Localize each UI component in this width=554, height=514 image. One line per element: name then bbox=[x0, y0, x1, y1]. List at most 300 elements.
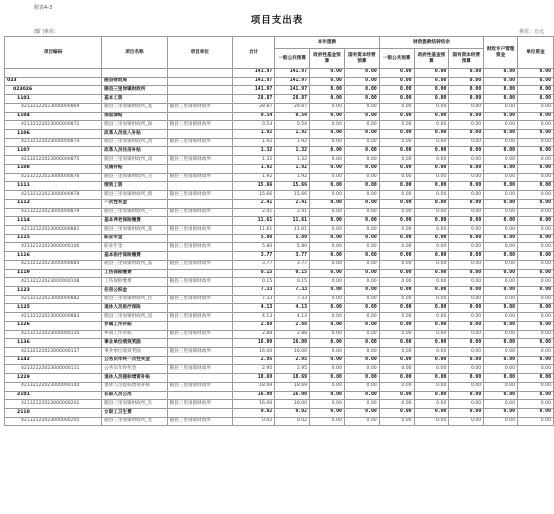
cell-amount: 0.00 bbox=[414, 374, 449, 383]
cell-amount: 0.00 bbox=[414, 69, 449, 78]
cell-name: 职业年金 bbox=[102, 234, 167, 243]
cell-amount: 0.00 bbox=[344, 234, 379, 243]
cell-amount: 0.00 bbox=[344, 382, 379, 391]
cell-amount: 0.00 bbox=[518, 243, 554, 252]
cell-amount: 0.00 bbox=[344, 374, 379, 383]
cell-amount: 0.00 bbox=[414, 191, 449, 200]
cell-amount: 0.00 bbox=[379, 112, 414, 121]
cell-name: 基本医疗保险缴费 bbox=[102, 252, 167, 261]
table-row bbox=[5, 321, 554, 330]
cell-amount: 0.00 bbox=[449, 243, 484, 252]
cell-amount: 0.00 bbox=[344, 243, 379, 252]
cell-amount: 0.00 bbox=[484, 191, 518, 200]
cell-amount: 0.00 bbox=[379, 269, 414, 278]
cell-amount: 1.92 bbox=[233, 138, 275, 147]
cell-amount: 0.00 bbox=[344, 260, 379, 269]
cell-amount: 0.00 bbox=[518, 234, 554, 243]
cell-unit bbox=[167, 217, 232, 226]
cell-amount: 0.00 bbox=[379, 295, 414, 304]
cell-amount: 0.00 bbox=[379, 391, 414, 400]
cell-amount: 0.00 bbox=[310, 260, 345, 269]
cell-amount: 1.92 bbox=[233, 173, 275, 182]
cell-amount: 0.00 bbox=[414, 278, 449, 287]
cell-code: 42132122023000000874 bbox=[5, 138, 102, 147]
cell-amount: 0.00 bbox=[379, 182, 414, 191]
cell-amount: 0.00 bbox=[484, 252, 518, 261]
cell-amount: 0.00 bbox=[518, 321, 554, 330]
cell-name: 改革人员住房补贴 bbox=[102, 147, 167, 156]
cell-amount: 0.00 bbox=[310, 295, 345, 304]
cell-amount: 0.00 bbox=[449, 147, 484, 156]
cell-amount: 18.69 bbox=[233, 374, 275, 383]
cell-amount: 0.00 bbox=[484, 321, 518, 330]
table-row bbox=[5, 252, 554, 261]
cell-amount: 5.80 bbox=[233, 234, 275, 243]
cell-amount: 0.00 bbox=[310, 173, 345, 182]
cell-unit bbox=[167, 112, 232, 121]
cell-amount: 0.00 bbox=[379, 191, 414, 200]
cell-amount: 0.00 bbox=[379, 243, 414, 252]
cell-name: 退休人员提标增资补贴 bbox=[102, 382, 167, 391]
cell-amount: 0.00 bbox=[310, 217, 345, 226]
cell-amount: 0.00 bbox=[310, 330, 345, 339]
cell-amount: 0.00 bbox=[344, 86, 379, 95]
cell-amount: 0.00 bbox=[449, 330, 484, 339]
cell-code: 1116 bbox=[5, 252, 102, 261]
cell-amount: 0.00 bbox=[344, 304, 379, 313]
cell-amount: 0.00 bbox=[484, 409, 518, 418]
cell-amount: 1.92 bbox=[275, 138, 310, 147]
cell-code: 023026 bbox=[5, 86, 102, 95]
cell-name: 随县三里岗镇财政所_在 bbox=[102, 400, 167, 409]
cell-amount: 0.00 bbox=[449, 348, 484, 357]
cell-amount: 0.00 bbox=[484, 374, 518, 383]
cell-amount: 0.02 bbox=[233, 417, 275, 426]
cell-unit: 随县三里岗镇财政所 bbox=[167, 103, 232, 112]
cell-amount: 11.61 bbox=[275, 225, 310, 234]
table-row bbox=[5, 191, 554, 200]
cell-amount: 15.66 bbox=[275, 182, 310, 191]
cell-amount: 0.15 bbox=[275, 269, 310, 278]
cell-code: 42132122023000000135 bbox=[5, 330, 102, 339]
cell-code: 1111 bbox=[5, 182, 102, 191]
cell-amount: 0.00 bbox=[344, 278, 379, 287]
cell-amount: 0.00 bbox=[484, 400, 518, 409]
cell-amount: 0.00 bbox=[344, 252, 379, 261]
table-row bbox=[5, 156, 554, 165]
cell-code: 1115 bbox=[5, 234, 102, 243]
cell-amount: 0.00 bbox=[344, 156, 379, 165]
cell-code: 42132122023000000878 bbox=[5, 191, 102, 200]
cell-amount: 0.02 bbox=[275, 409, 310, 418]
cell-amount: 0.00 bbox=[379, 156, 414, 165]
col-header-state-cap-transfer: 国有资本经营预算 bbox=[449, 49, 484, 69]
cell-amount: 0.00 bbox=[310, 121, 345, 130]
cell-amount: 0.54 bbox=[233, 121, 275, 130]
cell-unit: 随县三里岗镇财政所 bbox=[167, 191, 232, 200]
cell-amount: 0.00 bbox=[518, 339, 554, 348]
table-row bbox=[5, 365, 554, 374]
cell-name: 乡镇工作补贴 bbox=[102, 321, 167, 330]
cell-amount: 0.00 bbox=[518, 95, 554, 104]
cell-amount: 0.00 bbox=[344, 225, 379, 234]
cell-code: 42132122023000000144 bbox=[5, 382, 102, 391]
cell-amount: 0.00 bbox=[414, 103, 449, 112]
col-header-total: 合计 bbox=[233, 37, 275, 69]
cell-amount: 28.87 bbox=[275, 103, 310, 112]
table-row bbox=[5, 138, 554, 147]
cell-amount: 0.00 bbox=[449, 182, 484, 191]
cell-amount: 0.00 bbox=[310, 208, 345, 217]
cell-amount: 0.00 bbox=[484, 95, 518, 104]
col-header-transfer: 财政拨款结转结余 bbox=[379, 37, 483, 49]
cell-amount: 0.00 bbox=[484, 147, 518, 156]
cell-amount: 0.54 bbox=[275, 112, 310, 121]
cell-amount: 2.88 bbox=[233, 330, 275, 339]
cell-code: 1112 bbox=[5, 199, 102, 208]
cell-amount: 0.00 bbox=[414, 199, 449, 208]
cell-amount: 0.00 bbox=[414, 356, 449, 365]
cell-unit: 随县三里岗镇财政所 bbox=[167, 121, 232, 130]
cell-amount: 0.00 bbox=[484, 173, 518, 182]
cell-amount: 0.00 bbox=[379, 147, 414, 156]
cell-amount: 7.33 bbox=[275, 295, 310, 304]
cell-unit bbox=[167, 164, 232, 173]
cell-amount: 1.92 bbox=[233, 130, 275, 139]
cell-amount: 0.00 bbox=[344, 417, 379, 426]
cell-name: 随县三里岗镇财政所_绩 bbox=[102, 191, 167, 200]
cell-name: 随县三里岗镇财政所_退 bbox=[102, 313, 167, 322]
cell-amount: 0.00 bbox=[449, 356, 484, 365]
cell-unit bbox=[167, 374, 232, 383]
cell-code: 2110 bbox=[5, 409, 102, 418]
cell-unit bbox=[167, 304, 232, 313]
cell-unit bbox=[167, 86, 232, 95]
cell-amount: 0.00 bbox=[449, 130, 484, 139]
table-row bbox=[5, 164, 554, 173]
cell-amount: 0.00 bbox=[518, 260, 554, 269]
cell-amount: 0.00 bbox=[379, 321, 414, 330]
cell-amount: 0.00 bbox=[310, 86, 345, 95]
cell-amount: 2.41 bbox=[275, 199, 310, 208]
cell-amount: 16.00 bbox=[275, 400, 310, 409]
cell-amount: 0.00 bbox=[518, 164, 554, 173]
cell-name: 住房公积金 bbox=[102, 286, 167, 295]
cell-amount: 0.00 bbox=[518, 313, 554, 322]
table-row bbox=[5, 112, 554, 121]
cell-amount: 0.00 bbox=[414, 225, 449, 234]
cell-code: 42132122023000000106 bbox=[5, 243, 102, 252]
cell-name: 事业单位绩效奖励 bbox=[102, 348, 167, 357]
cell-amount: 0.02 bbox=[275, 417, 310, 426]
cell-name: 随县三里岗镇财政所_改 bbox=[102, 138, 167, 147]
cell-amount: 0.00 bbox=[310, 199, 345, 208]
cell-amount: 4.13 bbox=[275, 304, 310, 313]
table-row bbox=[5, 86, 554, 95]
cell-amount: 0.00 bbox=[310, 382, 345, 391]
col-header-gen-budget: 一般公共预算 bbox=[275, 49, 310, 69]
cell-amount: 1.92 bbox=[275, 164, 310, 173]
cell-amount: 0.00 bbox=[379, 138, 414, 147]
cell-amount: 0.00 bbox=[518, 225, 554, 234]
cell-unit bbox=[167, 269, 232, 278]
col-header-gov-fund: 政府性基金预算 bbox=[310, 49, 345, 69]
cell-amount: 0.00 bbox=[484, 356, 518, 365]
cell-unit: 随县三里岗镇财政所 bbox=[167, 400, 232, 409]
cell-amount: 0.00 bbox=[449, 191, 484, 200]
cell-amount: 0.00 bbox=[518, 304, 554, 313]
table-row bbox=[5, 382, 554, 391]
cell-amount: 0.00 bbox=[484, 217, 518, 226]
cell-amount: 0.00 bbox=[414, 156, 449, 165]
cell-amount: 0.00 bbox=[379, 121, 414, 130]
cell-name: 随县三里岗镇财政所_保 bbox=[102, 121, 167, 130]
cell-amount: 1.32 bbox=[275, 156, 310, 165]
cell-name: 随县三里岗镇财政所 bbox=[102, 86, 167, 95]
cell-amount: 0.00 bbox=[518, 278, 554, 287]
cell-amount: 0.00 bbox=[344, 356, 379, 365]
cell-amount: 0.00 bbox=[310, 339, 345, 348]
cell-unit: 随县三里岗镇财政所 bbox=[167, 260, 232, 269]
cell-amount: 0.00 bbox=[449, 95, 484, 104]
cell-amount: 0.00 bbox=[379, 103, 414, 112]
cell-amount: 0.00 bbox=[484, 313, 518, 322]
cell-amount: 0.00 bbox=[518, 400, 554, 409]
cell-amount: 0.15 bbox=[233, 278, 275, 287]
cell-amount: 0.00 bbox=[449, 217, 484, 226]
cell-amount: 0.00 bbox=[449, 121, 484, 130]
cell-name: 随县三里岗镇财政所_一 bbox=[102, 208, 167, 217]
cell-name: 随县三里岗镇财政所_住 bbox=[102, 295, 167, 304]
cell-amount: 0.00 bbox=[414, 365, 449, 374]
table-row bbox=[5, 208, 554, 217]
cell-unit: 随县三里岗镇财政所 bbox=[167, 330, 232, 339]
cell-amount: 0.00 bbox=[379, 252, 414, 261]
cell-amount: 0.00 bbox=[518, 286, 554, 295]
cell-amount: 18.69 bbox=[275, 382, 310, 391]
cell-amount: 0.00 bbox=[414, 417, 449, 426]
cell-unit bbox=[167, 252, 232, 261]
cell-amount: 2.88 bbox=[233, 321, 275, 330]
cell-amount: 0.00 bbox=[414, 304, 449, 313]
cell-amount: 28.87 bbox=[233, 103, 275, 112]
cell-amount: 11.61 bbox=[233, 225, 275, 234]
cell-unit bbox=[167, 391, 232, 400]
cell-amount: 0.00 bbox=[344, 173, 379, 182]
cell-unit: 随县三里岗镇财政所 bbox=[167, 365, 232, 374]
cell-amount: 0.00 bbox=[518, 121, 554, 130]
cell-code: 1123 bbox=[5, 286, 102, 295]
cell-amount: 0.00 bbox=[414, 252, 449, 261]
cell-amount: 0.00 bbox=[310, 313, 345, 322]
cell-amount: 0.00 bbox=[344, 77, 379, 86]
page-title: 项目支出表 bbox=[250, 15, 304, 26]
cell-name: 随县三里岗镇财政所_女 bbox=[102, 417, 167, 426]
cell-amount: 0.54 bbox=[275, 121, 310, 130]
cell-unit bbox=[167, 77, 232, 86]
cell-amount: 0.00 bbox=[379, 348, 414, 357]
cell-amount: 0.00 bbox=[484, 138, 518, 147]
cell-name: 退休人员提标增资补贴 bbox=[102, 374, 167, 383]
corner-note: 附表4-3 bbox=[34, 5, 53, 11]
col-header-gov-fund-transfer: 政府性基金预算 bbox=[414, 49, 449, 69]
cell-amount: 0.00 bbox=[414, 77, 449, 86]
cell-unit: 随县三里岗镇财政所 bbox=[167, 348, 232, 357]
cell-amount: 2.88 bbox=[275, 330, 310, 339]
cell-amount: 7.33 bbox=[233, 286, 275, 295]
cell-unit bbox=[167, 339, 232, 348]
cell-amount: 0.00 bbox=[484, 391, 518, 400]
cell-amount: 0.00 bbox=[414, 121, 449, 130]
table-row bbox=[5, 391, 554, 400]
cell-amount: 0.00 bbox=[449, 269, 484, 278]
cell-unit: 随县三里岗镇财政所 bbox=[167, 417, 232, 426]
cell-amount: 2.95 bbox=[275, 365, 310, 374]
cell-amount: 0.00 bbox=[379, 356, 414, 365]
cell-amount: 0.00 bbox=[379, 304, 414, 313]
cell-amount: 0.00 bbox=[379, 286, 414, 295]
cell-amount: 0.00 bbox=[449, 391, 484, 400]
cell-amount: 0.00 bbox=[518, 147, 554, 156]
cell-amount: 0.00 bbox=[344, 339, 379, 348]
cell-amount: 0.00 bbox=[449, 313, 484, 322]
cell-unit: 随县三里岗镇财政所 bbox=[167, 138, 232, 147]
cell-amount: 16.00 bbox=[233, 339, 275, 348]
cell-amount: 0.00 bbox=[449, 164, 484, 173]
cell-code: 1229 bbox=[5, 374, 102, 383]
cell-amount: 16.00 bbox=[275, 391, 310, 400]
cell-code: 42132122023000000108 bbox=[5, 278, 102, 287]
cell-amount: 0.00 bbox=[449, 365, 484, 374]
cell-amount: 2.41 bbox=[275, 208, 310, 217]
cell-amount: 15.66 bbox=[233, 191, 275, 200]
cell-amount: 0.00 bbox=[484, 234, 518, 243]
cell-unit bbox=[167, 182, 232, 191]
cell-code: 1101 bbox=[5, 95, 102, 104]
cell-amount: 0.00 bbox=[414, 147, 449, 156]
cell-amount: 0.00 bbox=[518, 330, 554, 339]
cell-amount: 0.00 bbox=[414, 95, 449, 104]
cell-amount: 0.00 bbox=[449, 77, 484, 86]
cell-unit: 随县三里岗镇财政所 bbox=[167, 295, 232, 304]
cell-amount: 0.00 bbox=[310, 400, 345, 409]
cell-amount: 0.00 bbox=[414, 348, 449, 357]
cell-amount: 0.00 bbox=[484, 348, 518, 357]
cell-amount: 0.00 bbox=[484, 130, 518, 139]
cell-amount: 0.00 bbox=[310, 147, 345, 156]
cell-unit: 随县三里岗镇财政所 bbox=[167, 382, 232, 391]
table-row bbox=[5, 217, 554, 226]
cell-amount: 4.13 bbox=[275, 313, 310, 322]
cell-amount: 15.66 bbox=[275, 191, 310, 200]
cell-unit bbox=[167, 321, 232, 330]
cell-amount: 0.00 bbox=[449, 208, 484, 217]
cell-amount: 0.00 bbox=[379, 173, 414, 182]
cell-unit bbox=[167, 69, 232, 78]
cell-amount: 16.00 bbox=[275, 339, 310, 348]
cell-amount: 1.32 bbox=[275, 147, 310, 156]
cell-amount: 0.00 bbox=[484, 225, 518, 234]
cell-amount: 16.00 bbox=[233, 348, 275, 357]
cell-amount: 0.00 bbox=[344, 199, 379, 208]
cell-code: 1107 bbox=[5, 147, 102, 156]
cell-amount: 0.15 bbox=[275, 278, 310, 287]
cell-amount: 0.00 bbox=[310, 164, 345, 173]
cell-amount: 18.69 bbox=[275, 374, 310, 383]
cell-amount: 0.00 bbox=[484, 382, 518, 391]
cell-amount: 0.00 bbox=[449, 112, 484, 121]
cell-amount: 0.00 bbox=[518, 391, 554, 400]
table-row bbox=[5, 69, 554, 78]
cell-unit bbox=[167, 95, 232, 104]
cell-amount: 5.80 bbox=[233, 243, 275, 252]
cell-name: 交通补贴 bbox=[102, 164, 167, 173]
cell-amount: 0.00 bbox=[310, 156, 345, 165]
cell-amount: 0.00 bbox=[379, 225, 414, 234]
col-header-special: 财政专户管理资金 bbox=[484, 37, 518, 69]
cell-amount: 0.00 bbox=[414, 164, 449, 173]
cell-unit: 随县三里岗镇财政所 bbox=[167, 243, 232, 252]
cell-amount: 7.33 bbox=[233, 295, 275, 304]
table-row bbox=[5, 260, 554, 269]
cell-amount: 0.00 bbox=[344, 348, 379, 357]
cell-amount: 0.00 bbox=[484, 260, 518, 269]
table-row bbox=[5, 339, 554, 348]
cell-amount: 0.00 bbox=[518, 112, 554, 121]
cell-amount: 3.77 bbox=[233, 260, 275, 269]
cell-name: 在职人员公用 bbox=[102, 391, 167, 400]
table-row bbox=[5, 77, 554, 86]
cell-amount: 0.00 bbox=[484, 182, 518, 191]
cell-amount: 0.00 bbox=[379, 313, 414, 322]
cell-name: 职业年金 bbox=[102, 243, 167, 252]
cell-code: 42132122023000000882 bbox=[5, 295, 102, 304]
cell-amount: 0.00 bbox=[310, 191, 345, 200]
cell-amount: 0.00 bbox=[344, 182, 379, 191]
cell-amount: 0.00 bbox=[344, 121, 379, 130]
cell-amount: 0.00 bbox=[344, 103, 379, 112]
cell-amount: 0.00 bbox=[518, 208, 554, 217]
cell-amount: 0.00 bbox=[484, 417, 518, 426]
cell-amount: 0.00 bbox=[310, 348, 345, 357]
table-row bbox=[5, 295, 554, 304]
cell-amount: 0.00 bbox=[518, 417, 554, 426]
cell-unit bbox=[167, 199, 232, 208]
cell-amount: 0.00 bbox=[310, 365, 345, 374]
cell-name: 工伤保险缴费 bbox=[102, 269, 167, 278]
cell-amount: 0.00 bbox=[414, 173, 449, 182]
cell-amount: 0.00 bbox=[449, 295, 484, 304]
cell-name: 随县三里岗镇财政所_基 bbox=[102, 225, 167, 234]
table-row bbox=[5, 348, 554, 357]
table-row bbox=[5, 286, 554, 295]
cell-amount: 4.13 bbox=[233, 304, 275, 313]
cell-amount: 0.00 bbox=[414, 330, 449, 339]
cell-amount: 0.00 bbox=[344, 286, 379, 295]
cell-amount: 0.00 bbox=[344, 391, 379, 400]
table-row bbox=[5, 95, 554, 104]
cell-amount: 0.00 bbox=[518, 382, 554, 391]
cell-unit: 随县三里岗镇财政所 bbox=[167, 208, 232, 217]
table-row bbox=[5, 234, 554, 243]
cell-code: 1106 bbox=[5, 130, 102, 139]
cell-amount: 0.00 bbox=[379, 374, 414, 383]
cell-name: 女职工卫生费 bbox=[102, 409, 167, 418]
cell-amount: 0.00 bbox=[484, 243, 518, 252]
cell-amount: 15.66 bbox=[233, 182, 275, 191]
cell-amount: 0.00 bbox=[379, 208, 414, 217]
cell-code: 1108 bbox=[5, 164, 102, 173]
